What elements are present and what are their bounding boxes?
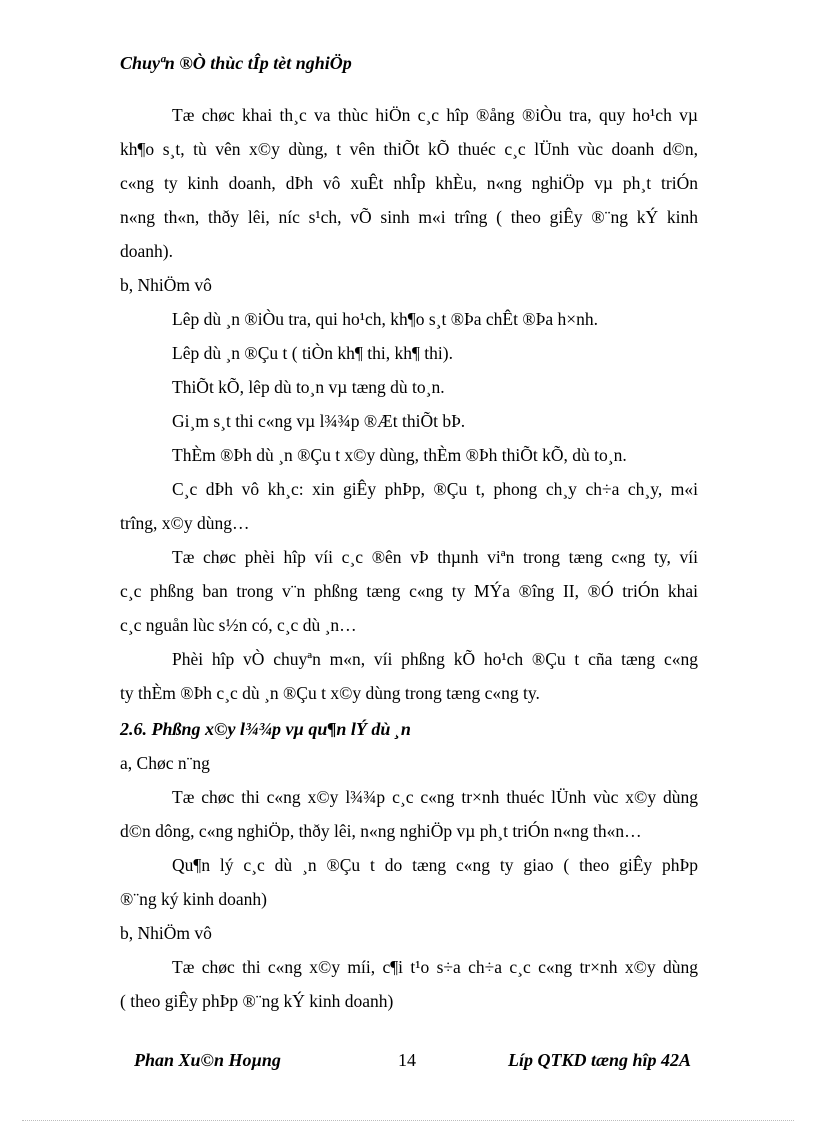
footer-page-number: 14: [398, 1050, 416, 1070]
paragraph-line: ®¨ng ký kinh doanh): [120, 889, 267, 909]
paragraph-line: c«ng ty kinh doanh, dÞh vô xuÊt nhÎp khÈu, n«ng nghiÖp vµ ph¸t triÓn: [120, 173, 698, 193]
paragraph-line: Tæ chøc thi c«ng x©y míi, c¶i t¹o s÷a ch÷a c¸c c«ng tr×nh x©y dùng: [172, 957, 698, 977]
footer-author: Phan Xu©n Hoµng: [134, 1050, 281, 1070]
paragraph-line: Tæ chøc thi c«ng x©y l¾¾p c¸c c«ng tr×nh thuéc lÜnh vùc x©y dùng: [172, 787, 698, 807]
list-item: ThÈm ®Þh dù ¸n ®Çu t x©y dùng, thÈm ®Þh thiÕt kÕ, dù to¸n.: [172, 445, 627, 465]
list-item: ThiÕt kÕ, lêp dù to¸n vµ tæng dù to¸n.: [172, 377, 445, 397]
paragraph-line: Phèi hîp vÒ chuyªn m«n, víi phßng kÕ ho¹ch ®Çu t cña tæng c«ng: [172, 649, 698, 669]
subsection-heading: b, NhiÖm vô: [120, 923, 212, 943]
paragraph-line: n«ng th«n, thðy lêi, níc s¹ch, vÕ sinh m«i trîng ( theo giÊy ®¨ng kÝ kinh: [120, 207, 698, 227]
page-bottom-divider: [22, 1120, 794, 1121]
page-header: Chuyªn ®Ò thùc tÎp tèt nghiÖp: [120, 53, 352, 73]
paragraph-line: c¸c nguån lùc s½n có, c¸c dù ¸n…: [120, 615, 357, 635]
list-item: Lêp dù ¸n ®iÒu tra, qui ho¹ch, kh¶o s¸t ®Þa chÊt ®Þa h×nh.: [172, 309, 598, 329]
paragraph-line: Qu¶n lý c¸c dù ¸n ®Çu t do tæng c«ng ty giao ( theo giÊy phÞp: [172, 855, 698, 875]
section-heading: 2.6. Phßng x©y l¾¾p vµ qu¶n lÝ dù ¸n: [120, 719, 411, 739]
paragraph-line: doanh).: [120, 241, 173, 261]
subsection-heading: a, Chøc n¨ng: [120, 753, 210, 773]
paragraph-line: ( theo giÊy phÞp ®¨ng kÝ kinh doanh): [120, 991, 394, 1011]
paragraph-line: C¸c dÞh vô kh¸c: xin giÊy phÞp, ®Çu t, phong ch¸y ch÷a ch¸y, m«i: [172, 479, 698, 499]
footer-class: Líp QTKD tæng hîp 42A: [508, 1050, 692, 1070]
list-item: Lêp dù ¸n ®Çu t ( tiÒn kh¶ thi, kh¶ thi).: [172, 343, 453, 363]
paragraph-line: d©n dông, c«ng nghiÖp, thðy lêi, n«ng nghiÖp vµ ph¸t triÓn n«ng th«n…: [120, 821, 642, 841]
paragraph-line: c¸c phßng ban trong v¨n phßng tæng c«ng ty MÝa ®îng II, ®Ó triÓn khai: [120, 581, 698, 601]
paragraph-line: trîng, x©y dùng…: [120, 513, 250, 533]
paragraph-line: ty thÈm ®Þh c¸c dù ¸n ®Çu t x©y dùng trong tæng c«ng ty.: [120, 683, 540, 703]
subsection-heading: b, NhiÖm vô: [120, 275, 212, 295]
paragraph-line: kh¶o s¸t, tù vên x©y dùng, t vên thiÕt kÕ thuéc c¸c lÜnh vùc doanh d©n,: [120, 139, 698, 159]
paragraph-line: Tæ chøc khai th¸c va thùc hiÖn c¸c hîp ®ång ®iÒu tra, quy ho¹ch vµ: [172, 105, 698, 125]
list-item: Gi¸m s¸t thi c«ng vµ l¾¾p ®Æt thiÕt bÞ.: [172, 411, 466, 431]
paragraph-line: Tæ chøc phèi hîp víi c¸c ®ên vÞ thµnh viªn trong tæng c«ng ty, víi: [172, 547, 698, 567]
